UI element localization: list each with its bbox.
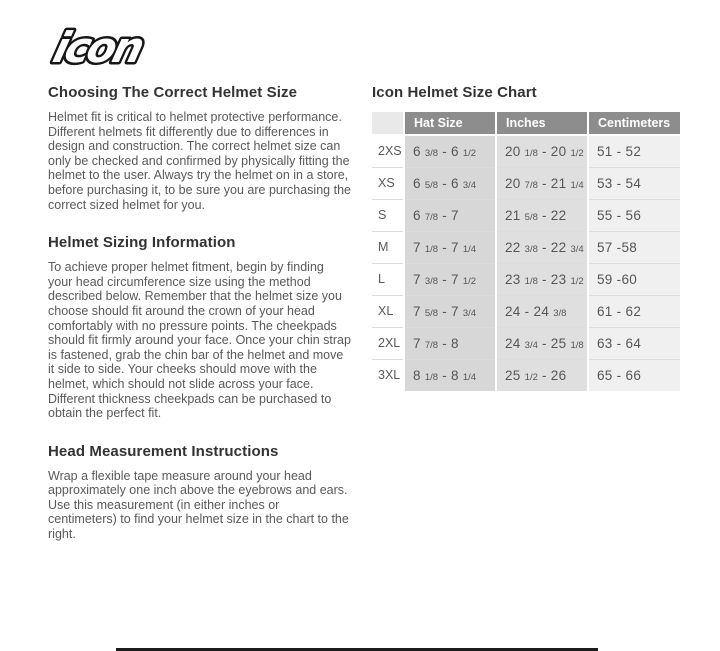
size-label: 3XL (372, 359, 404, 391)
size-label: L (372, 263, 404, 295)
hat-size-cell: 7 1/8 - 7 1/4 (404, 231, 496, 263)
size-chart-header (372, 112, 680, 135)
inches-cell: 24 - 24 3/8 (496, 295, 588, 327)
hat-size-cell: 7 3/8 - 7 1/2 (404, 263, 496, 295)
header-centimeters: Centimeters (588, 112, 680, 135)
header-hat-size: Hat Size (404, 112, 496, 135)
inches-cell: 20 1/8 - 20 1/2 (496, 135, 588, 167)
size-chart-row (372, 327, 680, 359)
hat-size-cell: 7 5/8 - 7 3/4 (404, 295, 496, 327)
centimeters-cell: 55 - 56 (588, 199, 680, 231)
heading-head-measurement-instructions: Head Measurement Instructions (48, 442, 279, 460)
size-chart-table (372, 112, 680, 391)
size-label: 2XL (372, 327, 404, 359)
centimeters-cell: 51 - 52 (588, 135, 680, 167)
paragraph-choosing-helmet-size: Helmet fit is critical to helmet protective performance. Different helmets fit differently due to differences in design and construction. The correct helmet size can only be checked and confirmed by physically fitting the helmet to the user. Always try the helmet on in a store, before purchasing it, to be sure you are purchasing the correct sized helmet for you. (48, 110, 351, 212)
size-label: M (372, 231, 404, 263)
size-chart-row (372, 263, 680, 295)
centimeters-cell: 65 - 66 (588, 359, 680, 391)
centimeters-cell: 53 - 54 (588, 167, 680, 199)
header-corner-cell (372, 112, 404, 135)
hat-size-cell: 6 7/8 - 7 (404, 199, 496, 231)
size-chart-body (372, 135, 680, 391)
info-column (48, 84, 351, 564)
inches-cell: 25 1/2 - 26 (496, 359, 588, 391)
size-label: XS (372, 167, 404, 199)
inches-cell: 20 7/8 - 21 1/4 (496, 167, 588, 199)
icon-logo-text: icon (48, 23, 147, 73)
inches-cell: 24 3/4 - 25 1/8 (496, 327, 588, 359)
size-label: S (372, 199, 404, 231)
size-chart-row (372, 295, 680, 327)
size-chart-title: Icon Helmet Size Chart (372, 84, 537, 101)
icon-logo-svg (40, 18, 218, 76)
size-chart-row (372, 167, 680, 199)
size-chart-row (372, 231, 680, 263)
centimeters-cell: 61 - 62 (588, 295, 680, 327)
size-chart-row (372, 359, 680, 391)
paragraph-helmet-sizing-information: To achieve proper helmet fitment, begin by finding your head circumference size using the method described below. Remember that the helmet size you choose should fit around the crown of your head comfortably with no pressure points. The cheekpads should fit firmly around your face. Once your chin strap is fastened, grab the chin bar of the helmet and move it side to side. Your cheeks should move with the helmet, which should not slide across your face. Different thickness cheekpads can be purchased to obtain the perfect fit. (48, 260, 351, 421)
hat-size-cell: 8 1/8 - 8 1/4 (404, 359, 496, 391)
hat-size-cell: 6 5/8 - 6 3/4 (404, 167, 496, 199)
size-chart-column (372, 84, 682, 391)
centimeters-cell: 63 - 64 (588, 327, 680, 359)
size-label: XL (372, 295, 404, 327)
hat-size-cell: 6 3/8 - 6 1/2 (404, 135, 496, 167)
centimeters-cell: 59 -60 (588, 263, 680, 295)
icon-logo (40, 18, 218, 81)
inches-cell: 21 5/8 - 22 (496, 199, 588, 231)
size-chart-row (372, 199, 680, 231)
header-inches: Inches (496, 112, 588, 135)
inches-cell: 22 3/8 - 22 3/4 (496, 231, 588, 263)
hat-size-cell: 7 7/8 - 8 (404, 327, 496, 359)
inches-cell: 23 1/8 - 23 1/2 (496, 263, 588, 295)
size-chart-row (372, 135, 680, 167)
paragraph-head-measurement-instructions: Wrap a flexible tape measure around your head approximately one inch above the eyebrows and ears. Use this measurement (in either inches or centimeters) to find your helmet size in the chart to the right. (48, 468, 349, 542)
centimeters-cell: 57 -58 (588, 231, 680, 263)
heading-choosing-helmet-size: Choosing The Correct Helmet Size (48, 84, 298, 101)
size-label: 2XS (372, 135, 404, 167)
size-chart-header-row (372, 112, 680, 135)
heading-helmet-sizing-information: Helmet Sizing Information (48, 234, 236, 252)
